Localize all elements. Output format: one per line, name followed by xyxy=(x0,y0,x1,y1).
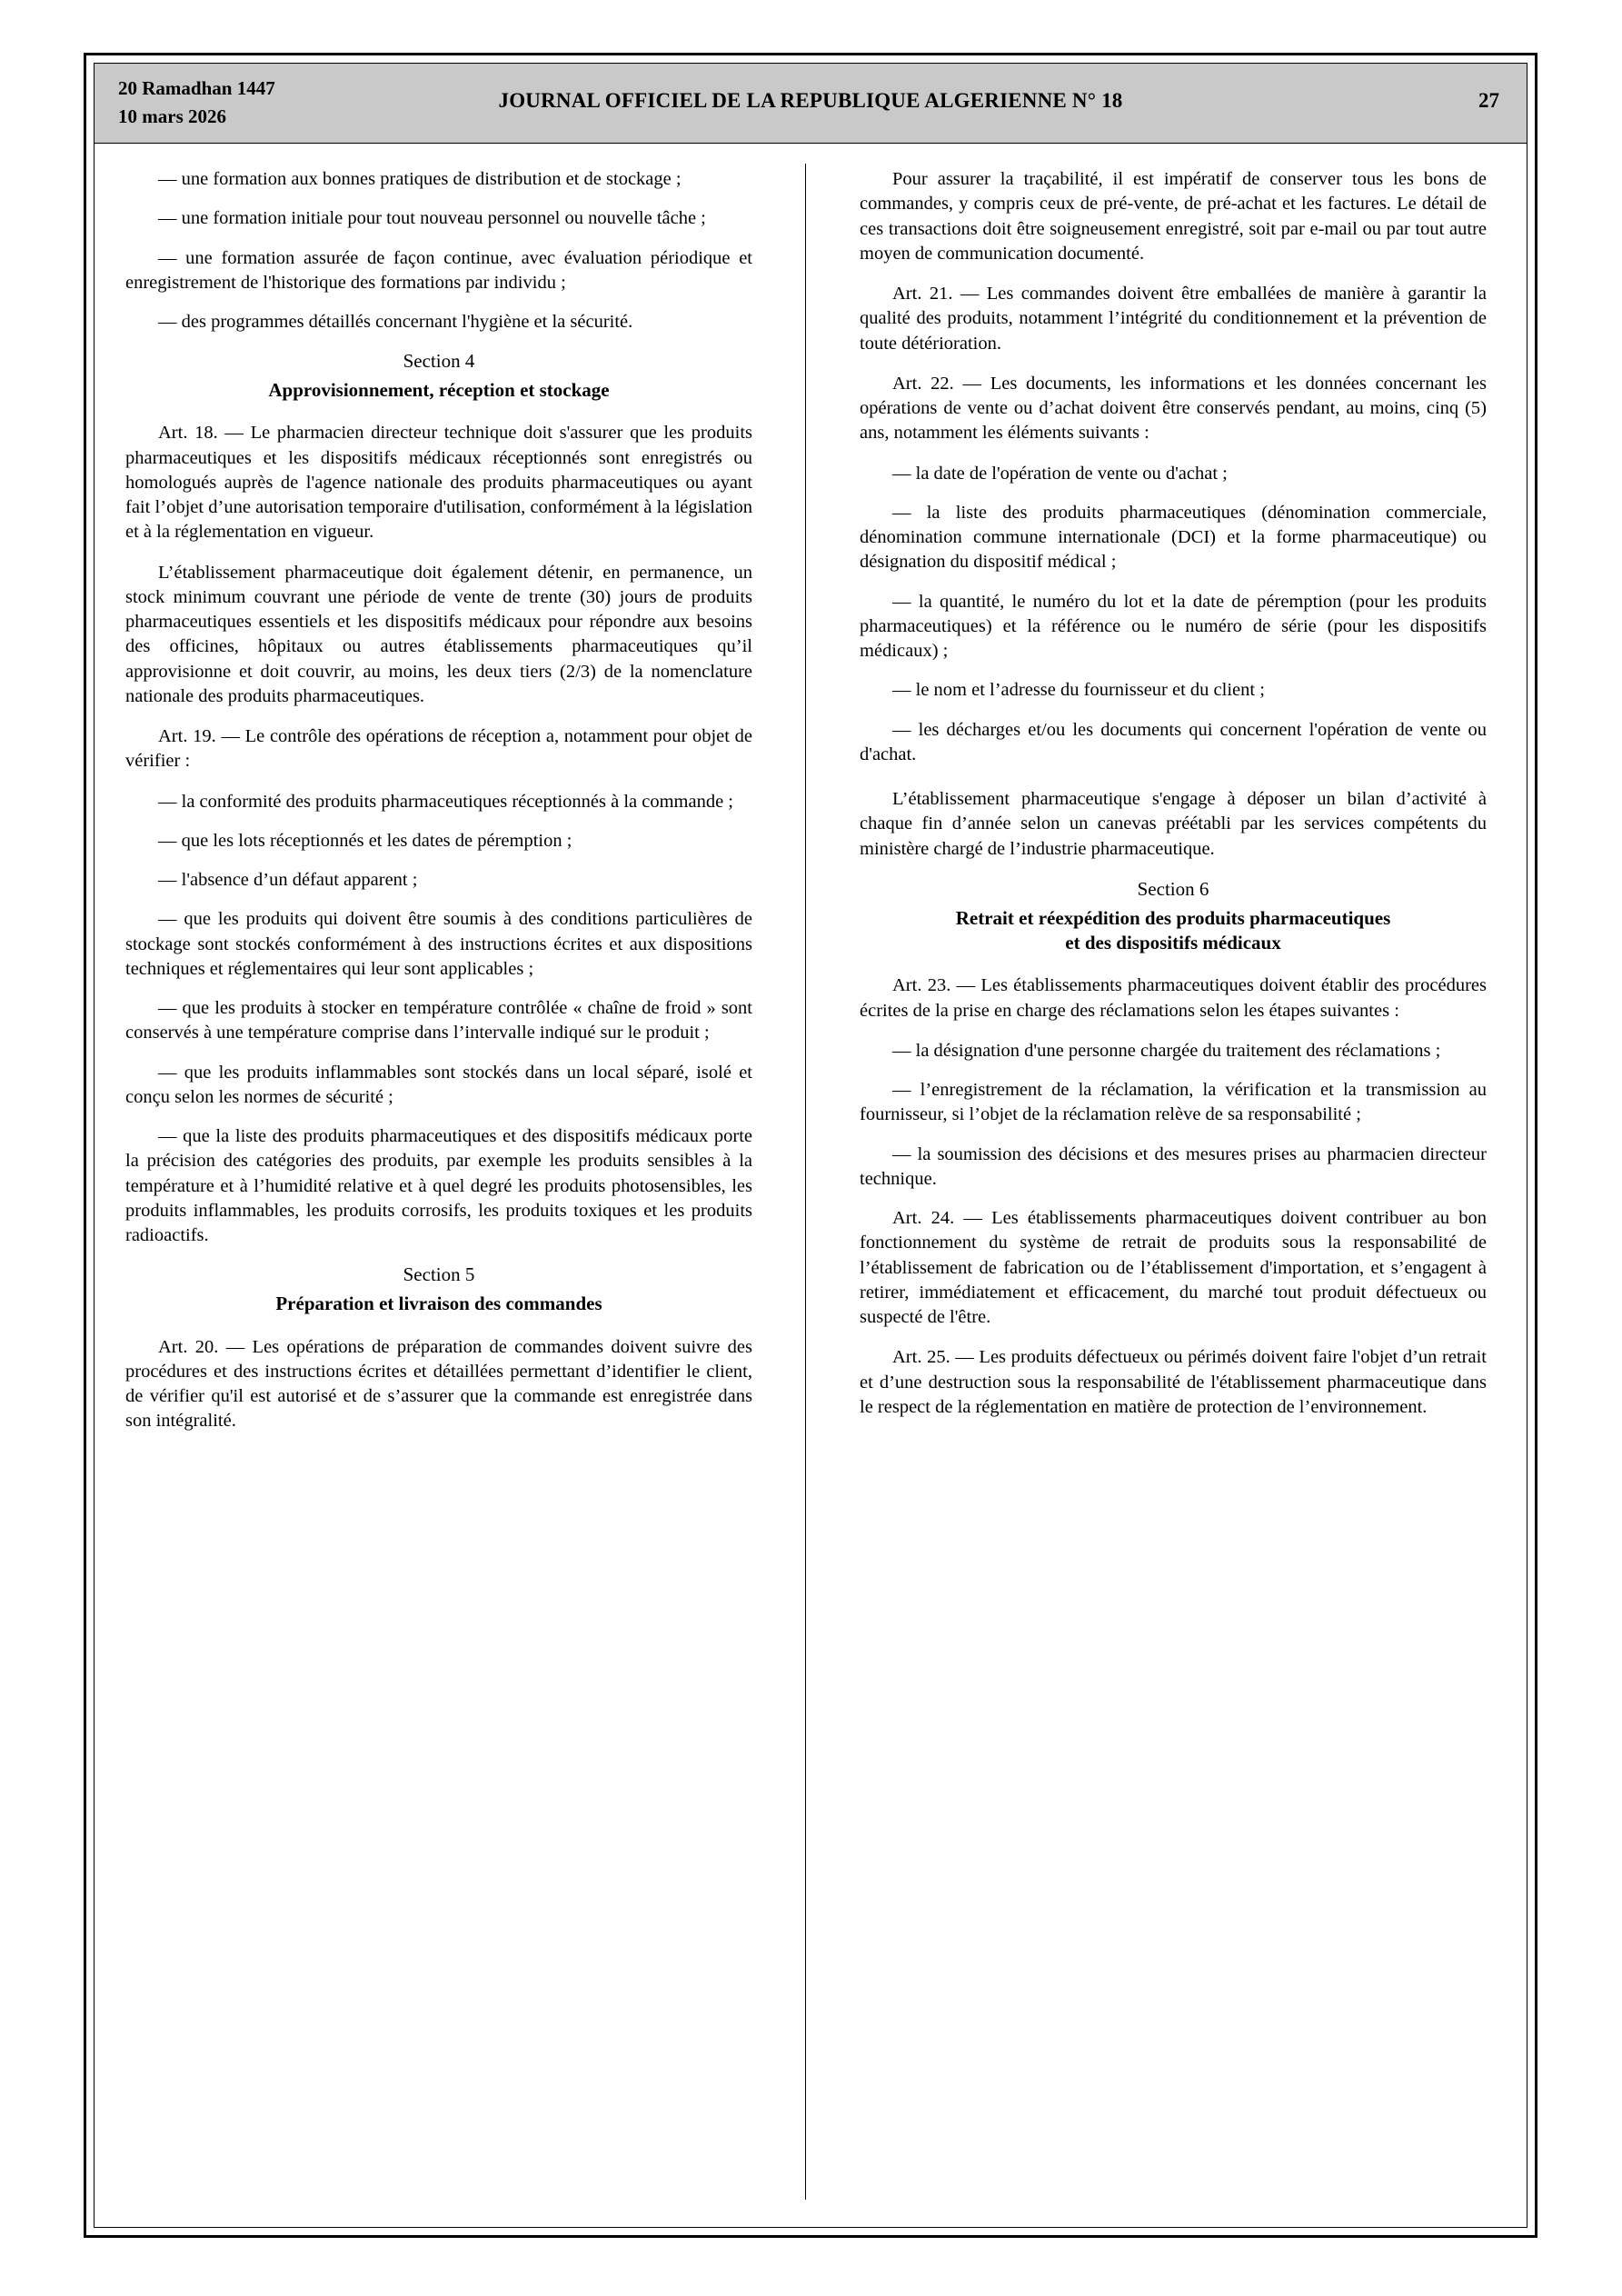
article-paragraph: Art. 18. — Le pharmacien directeur technique doit s'assurer que les produits pharmaceutiques et les dispositifs médicaux réceptionnés sont enregistrés ou homologués auprès de l'agence nationale des produits pharmaceutiques ou ayant fait l’objet d’une autorisation temporaire d'utilisation, conformément à la législation et à la réglementation en vigueur. xyxy=(125,423,752,543)
list-item: — que les produits qui doivent être soumis à des conditions particulières de stockage sont stockés conformément à des instructions écrites et aux dispositions techniques et réglementaires qui leur sont applicables ; xyxy=(125,909,752,979)
article-paragraph: L’établissement pharmaceutique s'engage à déposer un bilan d’activité à chaque fin d’année selon un canevas préétabli par les services compétents du ministère chargé de l’industrie pharmaceutique. xyxy=(860,789,1487,859)
left-column xyxy=(125,167,752,1450)
page-number: 27 xyxy=(1478,89,1499,112)
list-item: — l'absence d’un défaut apparent ; xyxy=(158,870,418,891)
page-inner-border xyxy=(94,63,1527,2228)
journal-title: JOURNAL OFFICIEL DE LA REPUBLIQUE ALGERIENNE N° 18 xyxy=(498,89,1123,112)
list-item: — la quantité, le numéro du lot et la date de péremption (pour les produits pharmaceutiques) et la référence ou le numéro de série (pour les dispositifs médicaux) ; xyxy=(860,591,1487,661)
list-item: — la liste des produits pharmaceutiques (dénomination commerciale, dénomination commune internationale (DCI) et la forme pharmaceutique) ou désignation du dispositif médical ; xyxy=(860,502,1487,573)
article-paragraph: Art. 24. — Les établissements pharmaceutiques doivent contribuer au bon fonctionnement du système de retrait de produits sous la responsabilité de l’établissement de fabrication ou de l’établissement d'importation, et s’engagent à retirer, immédiatement et efficacement, du marché tout produit défectueux ou suspecté de l'être. xyxy=(860,1208,1487,1328)
article-paragraph: Pour assurer la traçabilité, il est impératif de conserver tous les bons de commandes, y compris ceux de pré-vente, de pré-achat et les factures. Le détail de ces transactions doit être soigneusement enregistré, soit par e-mail ou par tout autre moyen de communication documenté. xyxy=(860,169,1487,264)
article-paragraph: Art. 22. — Les documents, les informations et les données concernant les opérations de vente ou d’achat doivent être conservés pendant, au moins, cinq (5) ans, notamment les éléments suivants : xyxy=(860,373,1487,444)
section-label: Section 5 xyxy=(403,1263,475,1286)
header-date-hijri: 20 Ramadhan 1447 xyxy=(118,77,275,99)
column-divider xyxy=(805,164,806,2200)
list-item: — une formation assurée de façon continue, avec évaluation périodique et enregistrement de l'historique des formations par individu ; xyxy=(125,247,752,293)
section-label: Section 4 xyxy=(403,350,475,373)
page-header xyxy=(95,64,1527,144)
list-item: — la soumission des décisions et des mesures prises au pharmacien directeur technique. xyxy=(860,1143,1487,1189)
article-paragraph: Art. 20. — Les opérations de préparation de commandes doivent suivre des procédures et des instructions écrites et détaillées permettant d’identifier le client, de vérifier qu'il est autorisé et de s’assurer que la commande est enregistrée dans son intégralité. xyxy=(125,1336,752,1432)
section-title xyxy=(860,906,1487,956)
list-item: — la conformité des produits pharmaceutiques réceptionnés à la commande ; xyxy=(158,791,734,812)
page-outer-border xyxy=(84,53,1537,2238)
right-column xyxy=(860,167,1487,1435)
list-item: — une formation aux bonnes pratiques de distribution et de stockage ; xyxy=(158,169,682,189)
header-date-gregorian: 10 mars 2026 xyxy=(118,105,226,127)
list-item: — que les produits inflammables sont stockés dans un local séparé, isolé et conçu selon les normes de sécurité ; xyxy=(125,1062,752,1107)
list-item: — des programmes détaillés concernant l'hygiène et la sécurité. xyxy=(158,312,633,332)
list-item: — le nom et l’adresse du fournisseur et du client ; xyxy=(892,680,1265,701)
list-item: — l’enregistrement de la réclamation, la vérification et la transmission au fournisseur, si l’objet de la réclamation relève de sa responsabilité ; xyxy=(860,1080,1487,1125)
article-paragraph: Art. 23. — Les établissements pharmaceutiques doivent établir des procédures écrites de la prise en charge des réclamations selon les étapes suivantes : xyxy=(860,975,1487,1021)
section-title-line1: Retrait et réexpédition des produits pharmaceutiques xyxy=(955,906,1391,929)
article-paragraph: Art. 25. — Les produits défectueux ou périmés doivent faire l'objet d’un retrait et d’une destruction sous la responsabilité de l'établissement pharmaceutique dans le respect de la réglementation en matière de protection de l’environnement. xyxy=(860,1347,1487,1417)
article-paragraph: L’établissement pharmaceutique doit également détenir, en permanence, un stock minimum couvrant une période de vente de trente (30) jours de produits pharmaceutiques essentiels et les dispositifs médicaux pour répondre aux besoins des officines, hôpitaux ou autres établissements pharmaceutiques qu’il approvisionne et doit couvrir, au moins, les deux tiers (2/3) de la nomenclature nationale des produits pharmaceutiques. xyxy=(125,562,752,706)
list-item: — que la liste des produits pharmaceutiques et des dispositifs médicaux porte la précision des catégories des produits, par exemple les produits sensibles à la température et à l’humidité relative et à quel degré les produits photosensibles, les produits inflammables, les produits corrosifs, les produits toxiques et les produits radioactifs. xyxy=(125,1126,752,1246)
list-item: — que les produits à stocker en température contrôlée « chaîne de froid » sont conservés à une température comprise dans l’intervalle indiqué sur le produit ; xyxy=(125,998,752,1043)
list-item: — la date de l'opération de vente ou d'achat ; xyxy=(892,463,1228,484)
section-title-line2: et des dispositifs médicaux xyxy=(1065,931,1281,953)
section-title: Approvisionnement, réception et stockage xyxy=(268,379,610,402)
article-paragraph: Art. 21. — Les commandes doivent être emballées de manière à garantir la qualité des produits, notamment l’intégrité du conditionnement et la prévention de toute détérioration. xyxy=(860,284,1487,354)
article-paragraph: Art. 19. — Le contrôle des opérations de réception a, notamment pour objet de vérifier : xyxy=(125,726,752,772)
list-item: — une formation initiale pour tout nouveau personnel ou nouvelle tâche ; xyxy=(158,208,706,229)
list-item: — les décharges et/ou les documents qui concernent l'opération de vente ou d'achat. xyxy=(860,719,1487,764)
section-label: Section 6 xyxy=(1137,877,1209,900)
list-item: — la désignation d'une personne chargée du traitement des réclamations ; xyxy=(892,1040,1441,1061)
section-title: Préparation et livraison des commandes xyxy=(275,1293,602,1315)
list-item: — que les lots réceptionnés et les dates de péremption ; xyxy=(158,830,572,851)
page-body xyxy=(95,144,1527,2227)
